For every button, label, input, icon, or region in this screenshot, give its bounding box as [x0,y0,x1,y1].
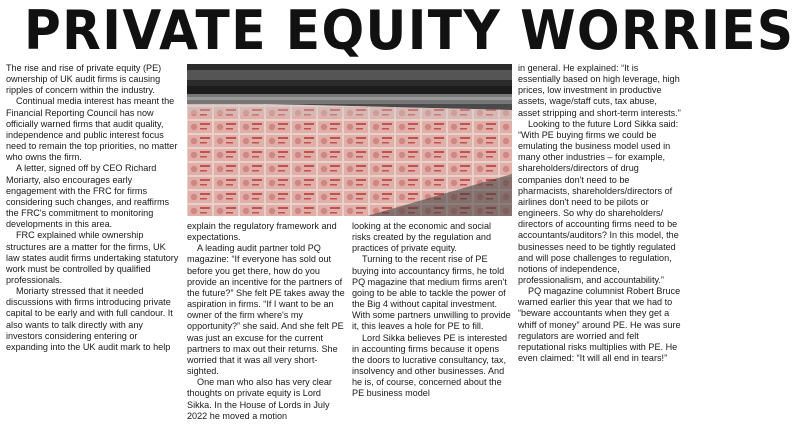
article-column-2 [187,221,347,422]
article-paragraph: FRC explained while ownership structures are a matter for the firms, UK law states audit firms undertaking statutory work must be controlled by qualified professionals. [6,230,179,285]
banknote-printing-photo [187,64,512,216]
article-paragraph: explain the regulatory framework and expectations. [187,221,337,243]
article-paragraph: The rise and rise of private equity (PE) ownership of UK audit firms is causing ripples of concern within the industry. [6,63,162,96]
article-paragraph: Moriarty stressed that it needed discussions with firms introducing private capital to be early and with full candour. It also wants to talk directly with any investors considering entering or expanding into the UK audit mark to help [6,286,173,352]
article-paragraph: One man who also has very clear thoughts on private equity is Lord Sikka. In the House of Lords in July 2022 he moved a motion [187,377,332,421]
article-paragraph: A letter, signed off by CEO Richard Moriarty, also encourages early engagement with the FRC for firms considering such changes, and reaffirms the FRC's commitment to monitoring developments in this area. [6,163,170,230]
article-paragraph: PQ magazine columnist Robert Bruce warned earlier this year that we had to “beware accountants when they get a whiff of money” around PE. He was sure regulators are worried and felt reputational risks multiplies with PE. He even claimed: “It will all end in tears!” [518,286,681,364]
article-paragraph: A leading audit partner told PQ magazine: “If everyone has sold out before you get there, how do you provide an incentive for the partners of the future?” She felt PE takes away the aspiration in firms. “If I want to be an owner of the firm where's my opportunity?” she said. And she felt PE was just an excuse for the current partners to max out their returns. She worried that it was all very short-sighted. [187,243,345,377]
article-paragraph: Continual media interest has meant the Financial Reporting Council has now officially warned firms that audit quality, independence and public interest focus need to remain the top priorities, no matter who owns the firm. [6,96,178,163]
article-column-4 [518,63,681,364]
printing-press-banknotes-icon [187,64,512,216]
article-paragraph: Looking to the future Lord Sikka said: “With PE buying firms we could be emulating the business model used in many other industries – for example, shareholders/directors of drug companies don't need to be pharmacists, shareholders/directors of airlines don't need to be pilots or engineers. So why do shareholders/ directors of accounting firms need to be accountants/auditors? In this model, the businesses need to be tightly regulated and will pose challenges to regulation, notions of independence, professionalism, and accountability.” [518,118,679,285]
article-paragraph: Lord Sikka believes PE is interested in accounting firms because it opens the doors to lucrative consultancy, tax, insolvency and other businesses. And he is, of course, concerned about the PE business model [352,332,508,399]
headline: PRIVATE EQUITY WORRIES [23,0,794,62]
article-paragraph: in general. He explained: “It is essentially based on high leverage, high prices, low investment in productive assets, wage/staff cuts, tax abuse, asset stripping and short-term interests.” [518,63,681,118]
article-column-1 [6,63,181,353]
article-paragraph: Turning to the recent rise of PE buying into accountancy firms, he told PQ magazine that medium firms aren't going to be able to tackle the power of the Big 4 without capital investment. With some partners unwilling to provide it, this leaves a hole for PE to fill. [352,254,511,332]
article-paragraph: looking at the economic and social risks created by the regulation and practices of private equity. [352,221,492,254]
article-column-3 [352,221,512,400]
